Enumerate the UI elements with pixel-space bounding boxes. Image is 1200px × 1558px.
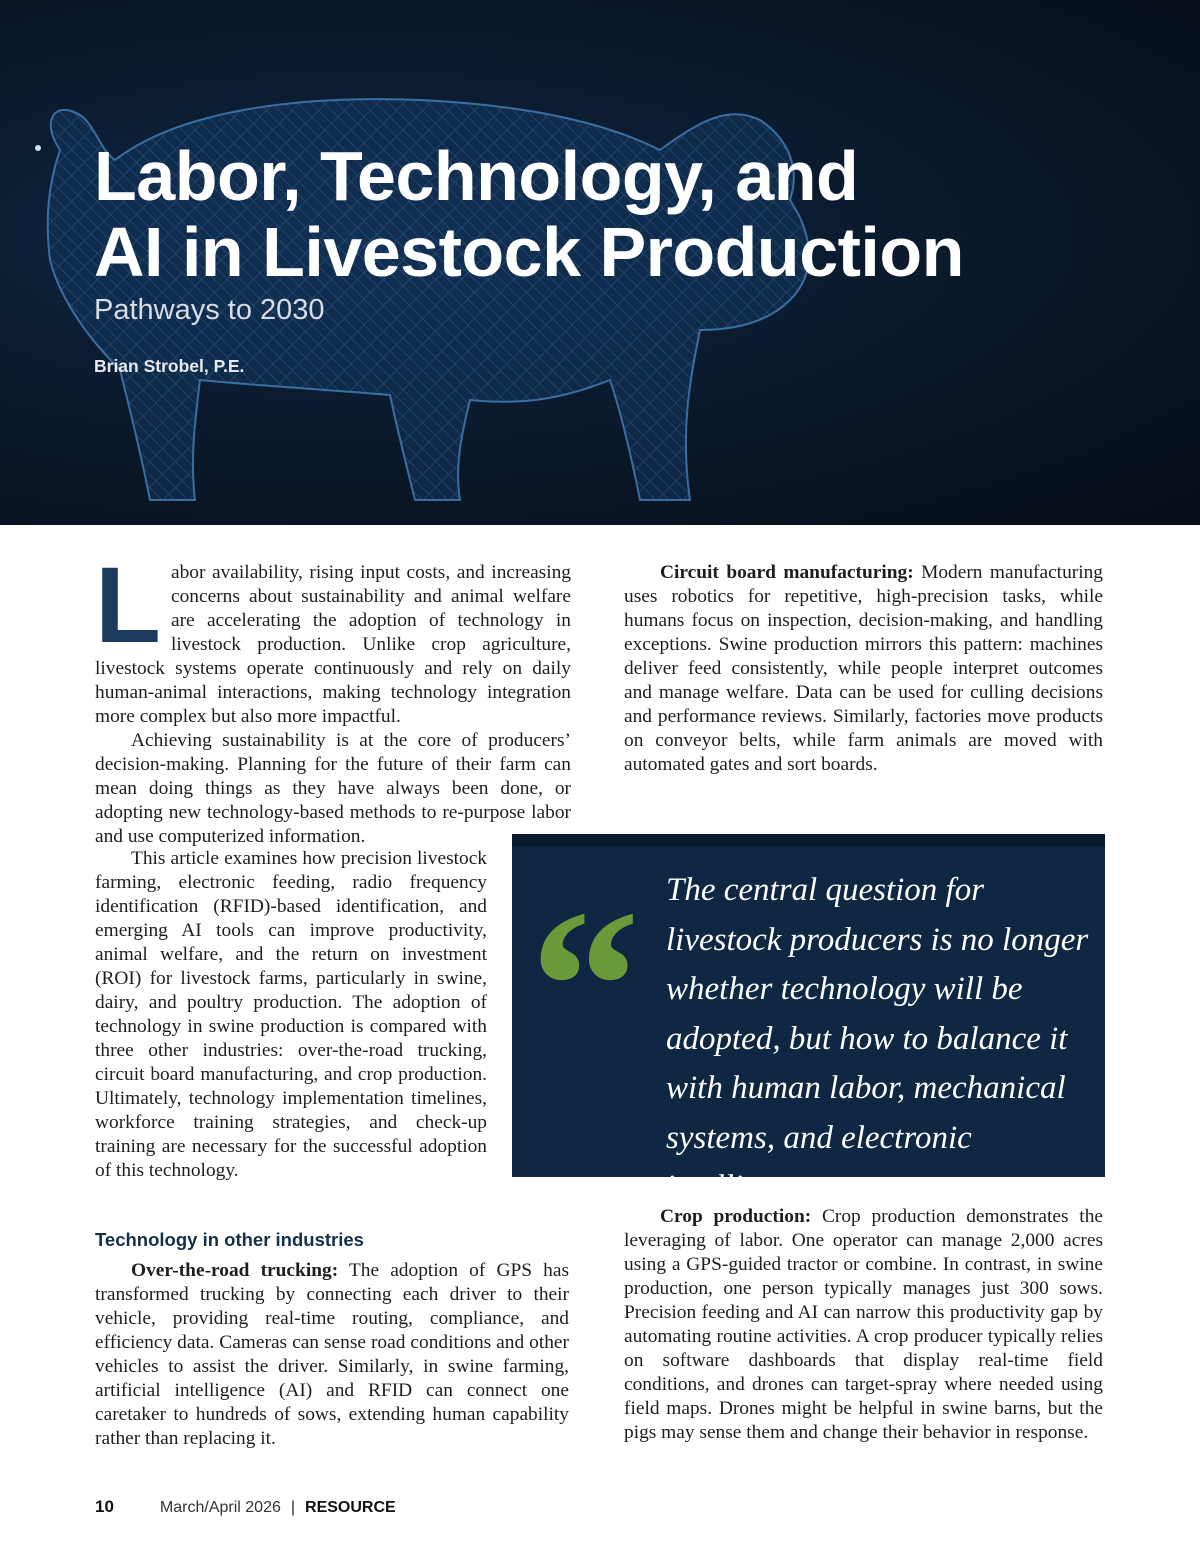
paragraph-sustainability: Achieving sustainability is at the core of producers’ decision-making. Planning for the future of their farm can mean doing things as they have always been done, or adopting new technology-based methods to re-purpose labor and use computerized information. bbox=[95, 730, 571, 847]
paragraph-crop-production bbox=[624, 1205, 1103, 1445]
trucking-lead: Over-the-road trucking: bbox=[131, 1260, 339, 1281]
title-line-2: AI in Livestock Production bbox=[94, 213, 964, 291]
paragraph-article-overview: This article examines how precision livestock farming, electronic feeding, radio frequency identification (RFID)-based identification, and emerging AI tools can improve productivity, animal welfare, and the return on investment (ROI) for livestock farms, particularly in swine, dairy, and poultry production. The adoption of technology in swine production is compared with three other industries: over-the-road trucking, circuit board manufacturing, and crop production. Ultimately, technology implementation timelines, workforce training strategies, and check-up training are necessary for the successful adoption of this technology. bbox=[95, 848, 487, 1181]
trucking-text: The adoption of GPS has transformed trucking by connecting each driver to their vehicle, providing real-time routing, compliance, and efficiency data. Cameras can sense road conditions and other vehicles to assist the driver. Similarly, in swine farming, artificial intelligence (AI) and RFID can connect one caretaker to hundreds of sows, extending human capability rather than replacing it. bbox=[95, 1260, 570, 1449]
paragraph-circuit-board bbox=[624, 561, 1103, 777]
pull-quote-text: The central question for livestock producers is no longer whether technology will be adopted, but how to balance it with human labor, mechanical systems, and electronic intelligence. bbox=[666, 872, 1089, 1205]
article-title bbox=[94, 138, 964, 290]
page-footer bbox=[95, 1497, 396, 1517]
trucking-section bbox=[95, 1259, 569, 1451]
author-byline: Brian Strobel, P.E. bbox=[94, 356, 245, 376]
crop-lead: Crop production: bbox=[660, 1206, 812, 1227]
circuit-section bbox=[624, 561, 1103, 777]
paragraph-trucking bbox=[95, 1259, 569, 1451]
intro-paragraph: abor availability, rising input costs, and increasing concerns about sustainability and animal welfare are accelerating the adoption of technology in livestock production. Unlike crop agriculture, livestock systems operate continuously and rely on daily human-animal interactions, making technology integration more complex but also more impactful. bbox=[95, 562, 571, 727]
issue-date: March/April 2026 bbox=[159, 1499, 281, 1516]
publication-name: RESOURCE bbox=[305, 1499, 396, 1516]
title-line-1: Labor, Technology, and bbox=[94, 137, 859, 215]
pull-quote-box bbox=[512, 834, 1105, 1205]
circuit-text: Modern manufacturing uses robotics for repetitive, high-precision tasks, while humans focus on inspection, decision-making, and handling exceptions. Swine production mirrors this pattern: machines deliver feed consistently, while people interpret outcomes and manage welfare. Data can be used for culling decisions and performance reviews. Similarly, factories move products on conveyor belts, while farm animals are moved with automated gates and sort boards. bbox=[624, 562, 1103, 775]
hero-banner bbox=[0, 0, 1200, 525]
article-subtitle: Pathways to 2030 bbox=[94, 294, 325, 326]
crop-text: Crop production demonstrates the leveraging of labor. One operator can manage 2,000 acres using a GPS-guided tractor or combine. In contrast, in swine production, one person typically manages just 300 sows. Precision feeding and AI can narrow this productivity gap by automating routine activities. A crop producer typically relies on software dashboards that display real-time field conditions, and drones can target-spray where needed using field maps. Drones might be helpful in swine barns, but the pigs may sense them and change their behavior in response. bbox=[624, 1206, 1103, 1443]
section-heading: Technology in other industries bbox=[95, 1229, 364, 1250]
crop-section bbox=[624, 1205, 1103, 1445]
quote-mark-icon: “ bbox=[530, 864, 640, 1108]
drop-cap: L bbox=[95, 544, 161, 665]
intro-column-narrow bbox=[95, 847, 487, 1183]
footer-separator: | bbox=[290, 1499, 296, 1516]
circuit-lead: Circuit board manufacturing: bbox=[660, 562, 914, 583]
page-number: 10 bbox=[95, 1497, 114, 1516]
intro-column-top bbox=[95, 544, 571, 849]
